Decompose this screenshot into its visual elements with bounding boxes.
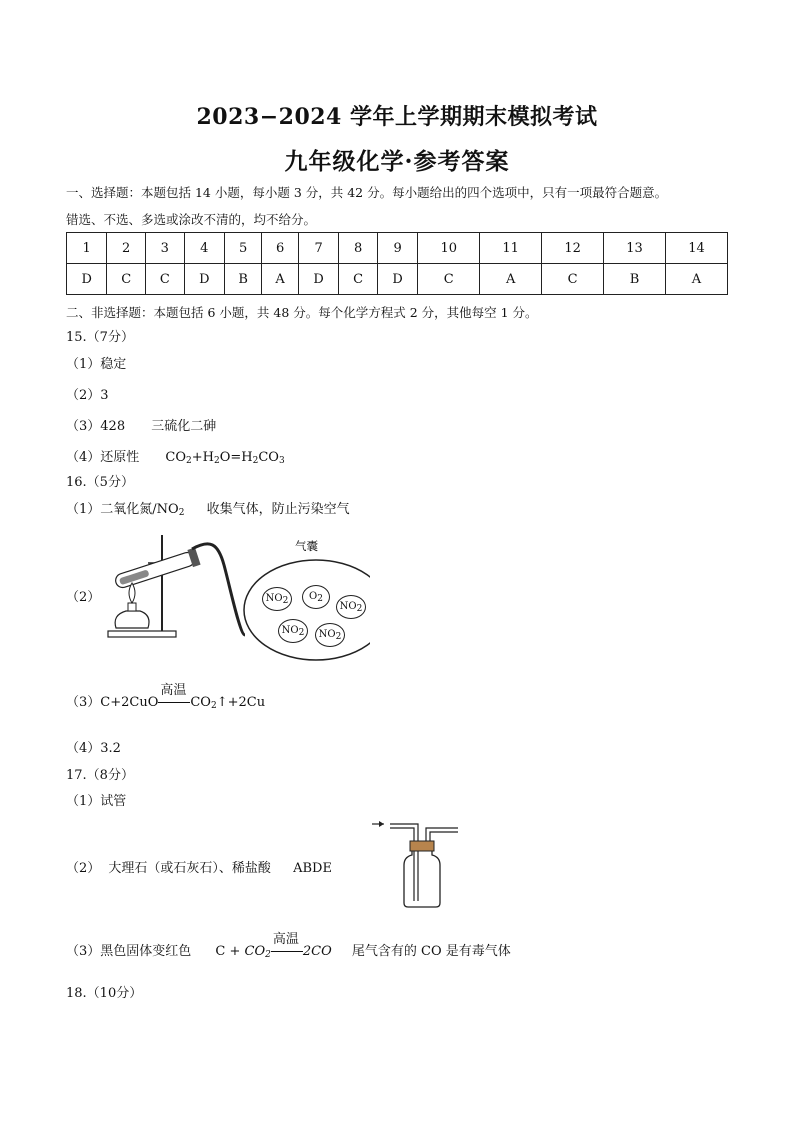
question-number: 7 bbox=[298, 233, 338, 264]
q15-answer-4-equation bbox=[165, 450, 284, 465]
reaction-condition: 高温 bbox=[160, 683, 187, 698]
reaction-arrow bbox=[158, 683, 190, 710]
eq-part: 2CO bbox=[302, 944, 332, 959]
answer-cell: A bbox=[480, 264, 542, 295]
eq-part: CO bbox=[165, 450, 187, 465]
molecule-no2 bbox=[336, 595, 366, 619]
answer-cell: C bbox=[107, 264, 146, 295]
eq-sub: 3 bbox=[278, 456, 285, 466]
arrow-head-icon bbox=[379, 821, 384, 827]
question-number: 3 bbox=[146, 233, 185, 264]
answer-cell: C bbox=[542, 264, 604, 295]
eq-sub: 2 bbox=[252, 456, 259, 466]
reaction-bar bbox=[158, 702, 190, 703]
molecule-no2 bbox=[315, 623, 345, 647]
molecule-sub: 2 bbox=[356, 604, 363, 614]
section2-heading: 二、非选择题：本题包括 6 小题，共 48 分。每个化学方程式 2 分，其他每空 1 分。 bbox=[66, 305, 538, 320]
q15-answer-2: （2）3 bbox=[66, 388, 109, 403]
eq-sub: 2 bbox=[186, 456, 192, 466]
eq-part: CO bbox=[258, 450, 279, 465]
rubber-stopper bbox=[410, 841, 434, 851]
q16-answer-4: （4）3.2 bbox=[66, 741, 121, 756]
eq-sub: 2 bbox=[265, 950, 271, 960]
answer-cell: A bbox=[262, 264, 299, 295]
q17-answer-2-text: 大理石（或石灰石）、稀盐酸 bbox=[108, 861, 271, 876]
question-number: 5 bbox=[225, 233, 262, 264]
reaction-arrow bbox=[271, 932, 303, 959]
molecule-o2 bbox=[302, 585, 330, 609]
q17-answer-3-equation bbox=[215, 932, 332, 960]
question-number: 1 bbox=[67, 233, 107, 264]
eq-part: CO bbox=[244, 944, 266, 959]
reaction-bar bbox=[271, 951, 303, 952]
page-subtitle: 九年级化学·参考答案 bbox=[284, 148, 510, 175]
question-number: 4 bbox=[184, 233, 224, 264]
q16-answer-1-text: （1）二氧化氮/NO bbox=[66, 502, 179, 517]
answer-table-number-row bbox=[67, 233, 728, 264]
q15-answer-1: （1）稳定 bbox=[66, 357, 127, 372]
q15-answer-4-text: （4）还原性 bbox=[66, 450, 140, 465]
molecule-no2 bbox=[262, 587, 292, 611]
q15-label: 15.（7分） bbox=[66, 330, 134, 345]
eq-sub: 2 bbox=[210, 701, 217, 711]
section1-heading: 一、选择题：本题包括 14 小题，每小题 3 分，共 42 分。每小题给出的四个选项中，只有一项最符合题意。 bbox=[66, 185, 668, 200]
gas-bottle-diagram bbox=[366, 815, 466, 910]
q15-answer-3-text: 三硫化二砷 bbox=[151, 419, 217, 434]
answer-cell: C bbox=[146, 264, 185, 295]
alcohol-lamp bbox=[115, 611, 149, 628]
question-number: 14 bbox=[665, 233, 727, 264]
question-number: 8 bbox=[339, 233, 378, 264]
question-number: 12 bbox=[542, 233, 604, 264]
inlet-tube-inner bbox=[390, 828, 414, 901]
answer-cell: B bbox=[225, 264, 262, 295]
section1-heading-2: 错选、不选、多选或涂改不清的，均不给分。 bbox=[66, 212, 317, 227]
q15-answer-3-number: （3）428 bbox=[66, 419, 126, 434]
gas-bottle bbox=[404, 851, 440, 907]
answer-cell: C bbox=[339, 264, 378, 295]
lamp-wick bbox=[128, 603, 136, 611]
molecule-sub: 2 bbox=[298, 628, 305, 638]
q17-answer-3-reason: 尾气含有的 CO 是有毒气体 bbox=[351, 944, 511, 959]
question-number: 2 bbox=[107, 233, 146, 264]
q17-answer-2 bbox=[66, 857, 332, 876]
q17-answer-1: （1）试管 bbox=[66, 794, 127, 809]
page-title: 2023−2024 学年上学期期末模拟考试 bbox=[196, 104, 598, 130]
balloon-label: 气囊 bbox=[295, 539, 318, 553]
q15-answer-3 bbox=[66, 415, 216, 434]
rubber-tube bbox=[192, 544, 245, 635]
molecule-sub: 2 bbox=[317, 594, 323, 604]
question-number: 9 bbox=[377, 233, 417, 264]
reaction-condition: 高温 bbox=[272, 932, 299, 947]
answer-cell: A bbox=[665, 264, 727, 295]
answer-cell: D bbox=[377, 264, 417, 295]
answer-cell: D bbox=[298, 264, 338, 295]
answer-table-answer-row bbox=[67, 264, 728, 295]
test-tube bbox=[113, 548, 200, 592]
molecule-no2 bbox=[278, 619, 308, 643]
eq-part: O=H bbox=[219, 450, 253, 465]
q16-answer-1-reason: 收集气体，防止污染空气 bbox=[206, 502, 350, 517]
answer-cell: D bbox=[67, 264, 107, 295]
answer-cell: C bbox=[418, 264, 480, 295]
molecule-sub: 2 bbox=[335, 632, 342, 642]
q17-answer-2-letters: ABDE bbox=[293, 861, 332, 876]
question-number: 13 bbox=[604, 233, 666, 264]
q16-label: 16.（5分） bbox=[66, 475, 134, 490]
q17-answer-3 bbox=[66, 932, 511, 960]
molecule-label: O bbox=[309, 591, 318, 602]
question-number: 11 bbox=[480, 233, 542, 264]
question-number: 10 bbox=[418, 233, 480, 264]
q16-answer-2: （2） bbox=[66, 590, 101, 605]
answer-cell: B bbox=[604, 264, 666, 295]
q17-answer-2-prefix: （2） bbox=[66, 861, 101, 876]
eq-part: CO bbox=[190, 695, 211, 710]
q16-answer-1 bbox=[66, 498, 350, 518]
stand-base bbox=[108, 631, 176, 637]
eq-sub: 2 bbox=[214, 456, 220, 466]
molecule-label: NO bbox=[318, 629, 336, 640]
eq-sub: 2 bbox=[178, 508, 185, 518]
q17-label: 17.（8分） bbox=[66, 768, 134, 783]
eq-part: +H bbox=[191, 450, 214, 465]
question-number: 6 bbox=[262, 233, 299, 264]
molecule-label: NO bbox=[339, 601, 357, 612]
eq-part: ↑+2Cu bbox=[216, 695, 266, 710]
q18-label: 18.（10分） bbox=[66, 986, 143, 1001]
answer-table bbox=[66, 232, 728, 295]
molecule-label: NO bbox=[281, 625, 299, 636]
q17-answer-3-text: （3）黑色固体变红色 bbox=[66, 944, 192, 959]
q16-answer-3 bbox=[66, 683, 266, 711]
eq-part: C + bbox=[215, 944, 245, 959]
q16-answer-3-reactants: （3）C+2CuO bbox=[66, 695, 159, 710]
molecule-sub: 2 bbox=[282, 596, 289, 606]
answer-cell: D bbox=[184, 264, 224, 295]
molecule-label: NO bbox=[265, 593, 283, 604]
q15-answer-4 bbox=[66, 446, 285, 466]
